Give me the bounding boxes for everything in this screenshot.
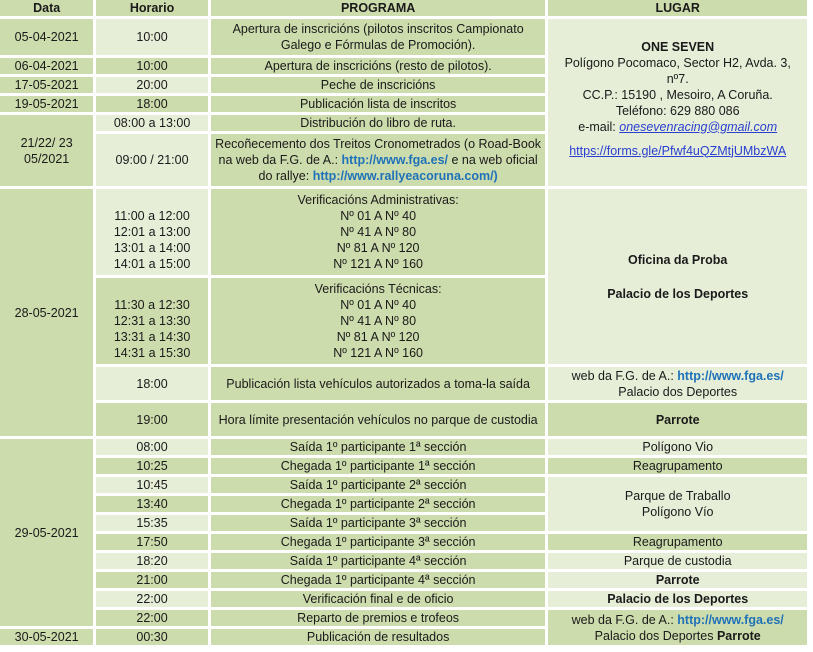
tech-title: Verificacións Técnicas: — [314, 282, 442, 296]
email-link[interactable]: onesevenracing@gmail.com — [619, 119, 778, 134]
date-cell — [0, 115, 93, 186]
time-cell: 17:50 — [96, 534, 208, 550]
table-row — [0, 553, 807, 569]
lugar-name: ONE SEVEN — [641, 39, 715, 54]
table-row — [0, 189, 807, 275]
time-cell: 18:20 — [96, 553, 208, 569]
lugar-palacio-dos: Palacio dos Deportes — [594, 628, 714, 643]
time-cell: 21:00 — [96, 572, 208, 588]
program-cell: Reparto de premios e trofeos — [211, 610, 546, 626]
program-cell: Apertura de inscricións (pilotos inscritos Campionato Galego e Fórmulas de Promoción). — [211, 19, 546, 55]
lugar-cell — [548, 367, 807, 400]
time-cell: 10:00 — [96, 58, 208, 74]
time-line: 13:01 a 14:00 — [113, 241, 191, 255]
time-cell — [96, 278, 208, 364]
lugar-parrote: Parrote — [716, 628, 761, 643]
table-row — [0, 572, 807, 588]
lugar-address2: CC.P.: 15190 , Mesoiro, A Coruña. — [582, 87, 773, 102]
program-text: Recoñecemento dos Treitos Cronometrados (o Road-Book na web da F.G. de A.: — [215, 137, 542, 167]
program-cell: Saída 1º participante 2ª sección — [211, 477, 546, 493]
header-lugar: LUGAR — [548, 0, 807, 16]
web-label: web da F.G. de A.: — [571, 368, 678, 383]
time-cell: 08:00 a 13:00 — [96, 115, 208, 131]
lugar-oficina — [548, 189, 807, 364]
rallye-link[interactable]: http://www.rallyeacoruna.com/) — [312, 169, 498, 183]
table-row — [0, 591, 807, 607]
program-cell: Saída 1º participante 4ª sección — [211, 553, 546, 569]
lugar-one-seven — [548, 19, 807, 186]
lugar-oficina-text: Oficina da Proba — [628, 252, 728, 267]
time-line: 11:00 a 12:00 — [114, 209, 190, 223]
lugar-parque-traballo: Parque de Traballo — [624, 489, 731, 503]
program-text: e na web oficial do rallye: — [258, 153, 538, 183]
time-cell: 15:35 — [96, 515, 208, 531]
program-cell — [211, 134, 546, 186]
web-label: web da F.G. de A.: — [571, 612, 678, 627]
header-programa: PROGRAMA — [211, 0, 546, 16]
range-line: Nº 81 A Nº 120 — [336, 241, 420, 255]
lugar-cell — [548, 477, 807, 531]
program-cell — [211, 278, 546, 364]
lugar-cell: Palacio de los Deportes — [548, 591, 807, 607]
program-cell: Chegada 1º participante 4ª sección — [211, 572, 546, 588]
range-line: Nº 121 A Nº 160 — [333, 346, 423, 360]
email-label: e-mail: — [578, 119, 620, 134]
table-row — [0, 367, 807, 400]
table-row — [0, 458, 807, 474]
time-line: 11:30 a 12:30 — [114, 298, 190, 312]
range-line: Nº 01 A Nº 40 — [340, 298, 417, 312]
time-line: 12:01 a 13:00 — [113, 225, 191, 239]
time-cell: 22:00 — [96, 591, 208, 607]
program-cell: Publicación lista de inscritos — [211, 96, 546, 112]
program-cell: Chegada 1º participante 3ª sección — [211, 534, 546, 550]
lugar-cell: Parrote — [548, 572, 807, 588]
date-cell: 06-04-2021 — [0, 58, 93, 74]
header-horario: Horario — [96, 0, 208, 16]
date-line2: 05/2021 — [24, 151, 70, 166]
lugar-cell: Reagrupamento — [548, 458, 807, 474]
program-cell: Saída 1º participante 3ª sección — [211, 515, 546, 531]
fga-link[interactable]: http://www.fga.es/ — [677, 612, 784, 627]
lugar-cell — [548, 610, 807, 645]
lugar-poligono-vio: Polígono Vío — [641, 505, 714, 519]
date-cell: 29-05-2021 — [0, 439, 93, 626]
program-cell: Publicación lista vehículos autorizados a toma-la saída — [211, 367, 546, 400]
program-cell: Chegada 1º participante 2ª sección — [211, 496, 546, 512]
lugar-cell: Parrote — [548, 403, 807, 436]
range-line: Nº 01 A Nº 40 — [340, 209, 417, 223]
time-cell: 10:45 — [96, 477, 208, 493]
fga-link[interactable]: http://www.fga.es/ — [677, 368, 784, 383]
program-cell: Peche de inscricións — [211, 77, 546, 93]
lugar-cell: Polígono Vio — [548, 439, 807, 455]
program-cell — [211, 189, 546, 275]
time-cell: 18:00 — [96, 367, 208, 400]
table-row — [0, 19, 807, 55]
lugar-cell: Reagrupamento — [548, 534, 807, 550]
date-line1: 21/22/ 23 — [20, 135, 73, 150]
date-cell: 05-04-2021 — [0, 19, 93, 55]
date-cell: 30-05-2021 — [0, 629, 93, 645]
table-row — [0, 534, 807, 550]
lugar-cell: Parque de custodia — [548, 553, 807, 569]
time-line: 13:31 a 14:30 — [113, 330, 191, 344]
program-cell: Publicación de resultados — [211, 629, 546, 645]
date-cell: 28-05-2021 — [0, 189, 93, 436]
table-row — [0, 610, 807, 626]
time-cell: 18:00 — [96, 96, 208, 112]
program-cell: Distribución do libro de ruta. — [211, 115, 546, 131]
range-line: Nº 121 A Nº 160 — [333, 257, 423, 271]
lugar-palacio-dos: Palacio dos Deportes — [618, 384, 738, 399]
fga-link[interactable]: http://www.fga.es/ — [341, 153, 449, 167]
range-line: Nº 81 A Nº 120 — [336, 330, 420, 344]
time-cell: 09:00 / 21:00 — [96, 134, 208, 186]
table-row — [0, 439, 807, 455]
time-cell: 22:00 — [96, 610, 208, 626]
date-cell: 19-05-2021 — [0, 96, 93, 112]
lugar-address1: Polígono Pocomaco, Sector H2, Avda. 3, nº7. — [564, 55, 791, 86]
range-line: Nº 41 A Nº 80 — [340, 225, 417, 239]
admin-title: Verificacións Administrativas: — [297, 193, 459, 207]
program-cell: Hora límite presentación vehículos no parque de custodia — [211, 403, 546, 436]
range-line: Nº 41 A Nº 80 — [340, 314, 417, 328]
time-line: 12:31 a 13:30 — [113, 314, 191, 328]
time-cell: 13:40 — [96, 496, 208, 512]
time-cell: 19:00 — [96, 403, 208, 436]
table-row — [0, 403, 807, 436]
program-cell: Verificación final e de oficio — [211, 591, 546, 607]
program-cell: Saída 1º participante 1ª sección — [211, 439, 546, 455]
time-cell: 08:00 — [96, 439, 208, 455]
time-cell: 10:25 — [96, 458, 208, 474]
time-cell: 10:00 — [96, 19, 208, 55]
program-cell: Chegada 1º participante 1ª sección — [211, 458, 546, 474]
time-cell — [96, 189, 208, 275]
lugar-palacio-text: Palacio de los Deportes — [607, 286, 749, 301]
header-row — [0, 0, 807, 16]
time-line: 14:31 a 15:30 — [113, 346, 191, 360]
time-line: 14:01 a 15:00 — [113, 257, 191, 271]
table-row — [0, 477, 807, 493]
time-cell: 20:00 — [96, 77, 208, 93]
lugar-phone: Teléfono: 629 880 086 — [615, 103, 740, 118]
header-data: Data — [0, 0, 93, 16]
time-cell: 00:30 — [96, 629, 208, 645]
program-cell: Apertura de inscricións (resto de pilotos). — [211, 58, 546, 74]
form-link[interactable]: https://forms.gle/Pfwf4uQZMtjUMbzWA — [569, 143, 787, 158]
date-cell: 17-05-2021 — [0, 77, 93, 93]
